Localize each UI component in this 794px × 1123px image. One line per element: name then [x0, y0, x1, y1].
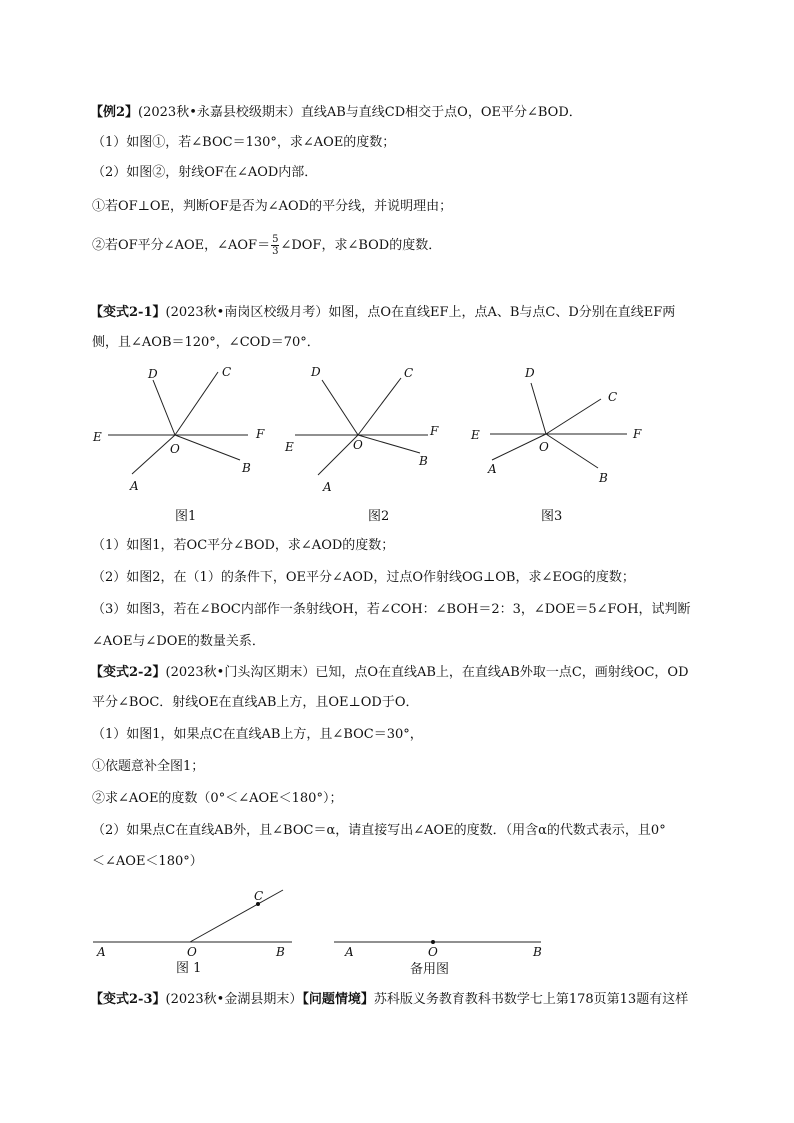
label-o: O: [170, 442, 180, 456]
variant22-title-text: (2023秋•门头沟区期末）已知，点O在直线AB上，在直线AB外取一点C，画射线OC，OD: [165, 665, 689, 680]
example2-q2: （2）如图②，射线OF在∠AOD内部．: [92, 165, 318, 180]
example2-q2-1: ①若OF⊥OE，判断OF是否为∠AOD的平分线，并说明理由；: [92, 199, 453, 214]
label-c: C: [404, 366, 414, 380]
variant22-figure-2-caption: 备用图: [410, 962, 450, 977]
variant22-q1: （1）如图1，如果点C在直线AB上方，且∠BOC＝30°，: [92, 727, 423, 742]
label-f: F: [256, 427, 265, 441]
figure-1-caption: 图1: [175, 509, 197, 524]
label-c: C: [608, 390, 618, 404]
label-a: A: [323, 480, 332, 494]
example2-q1: （1）如图①，若∠BOC＝130°，求∠AOE的度数；: [92, 135, 396, 150]
label-o: O: [428, 945, 438, 959]
label-o: O: [187, 945, 197, 959]
variant23-title-text: (2023秋•金湖县期末）: [165, 992, 303, 1007]
label-o: O: [353, 438, 363, 452]
fraction-denominator: 3: [272, 246, 279, 257]
label-d: D: [148, 367, 158, 381]
variant22-q2-line2: ＜∠AOE＜180°）: [92, 854, 203, 869]
ray-oc: [190, 890, 283, 942]
variant22-q1-1: ①依题意补全图1；: [92, 759, 205, 774]
variant22-q1-2: ②求∠AOE的度数（0°＜∠AOE＜180°）；: [92, 791, 343, 806]
label-f: F: [633, 427, 642, 441]
label-d: D: [525, 366, 535, 380]
variant22-q2-line1: （2）如果点C在直线AB外，且∠BOC＝α，请直接写出∠AOE的度数．（用含α的代数式表示，且0°: [92, 823, 666, 838]
variant22-title-line2: 平分∠BOC．射线OE在直线AB上方，且OE⊥OD于O．: [92, 695, 419, 710]
label-e: E: [93, 430, 102, 444]
example2-q2-2-before: ②若OF平分∠AOE，∠AOF＝: [92, 238, 271, 253]
example2-title-text: (2023秋•永嘉县校级期末）直线AB与直线CD相交于点O，OE平分∠BOD．: [138, 105, 582, 120]
label-e: E: [285, 440, 294, 454]
figure-2-caption: 图2: [368, 509, 390, 524]
label-b: B: [242, 461, 251, 475]
label-d: D: [311, 365, 321, 379]
variant21-title-text: (2023秋•南岗区校级月考）如图，点O在直线EF上，点A、B与点C、D分别在直线EF两: [165, 305, 676, 320]
figure-3-caption: 图3: [541, 509, 563, 524]
label-e: E: [471, 428, 480, 442]
label-a: A: [488, 462, 497, 476]
label-a: A: [97, 945, 106, 959]
example2-q2-2-after: ∠DOF，求∠BOD的度数．: [280, 238, 442, 253]
variant21-q3-line2: ∠AOE与∠DOE的数量关系．: [92, 634, 265, 649]
variant23-problem-context: 【问题情境】: [302, 992, 374, 1007]
variant21-q2: （2）如图2，在（1）的条件下，OE平分∠AOD，过点O作射线OG⊥OB，求∠EOG的度数；: [92, 570, 635, 585]
fraction-numerator: 5: [272, 234, 279, 245]
variant21-q3-line1: （3）如图3，若在∠BOC内部作一条射线OH，若∠COH：∠BOH＝2：3，∠DOE＝5∠FOH，试判断: [92, 602, 691, 617]
label-c: C: [222, 365, 232, 379]
variant23-title: [90, 991, 688, 1009]
label-b: B: [533, 945, 542, 959]
label-b: B: [419, 454, 428, 468]
example2-prefix: 【例2】: [90, 105, 139, 120]
label-f: F: [430, 424, 439, 438]
variant23-title-rest: 苏科版义务教育教科书数学七上第178页第13题有这样: [373, 992, 689, 1007]
variant22-figure-1-caption: 图 1: [176, 961, 202, 976]
variant21-title-line2: 侧，且∠AOB＝120°，∠COD＝70°．: [92, 335, 320, 350]
variant21-q1: （1）如图1，若OC平分∠BOD，求∠AOD的度数；: [92, 538, 395, 553]
label-a: A: [130, 479, 139, 493]
label-a: A: [345, 945, 354, 959]
variant22-prefix: 【变式2-2】: [90, 665, 166, 680]
label-b: B: [599, 471, 608, 485]
point-o: [431, 940, 435, 944]
label-c: C: [254, 889, 264, 903]
label-o: O: [539, 440, 549, 454]
variant21-prefix: 【变式2-1】: [90, 305, 166, 320]
variant23-prefix: 【变式2-3】: [90, 992, 166, 1007]
label-b: B: [276, 945, 285, 959]
